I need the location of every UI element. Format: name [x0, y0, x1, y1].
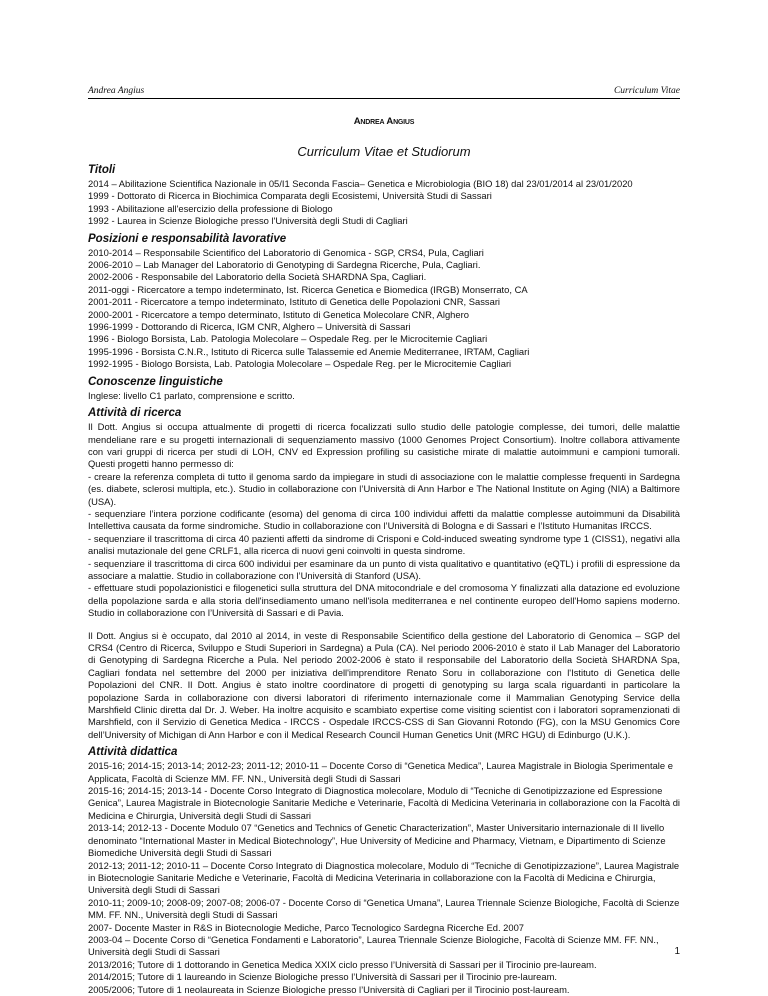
paragraph: Il Dott. Angius si è occupato, dal 2010 al 2014, in veste di Responsabile Scientifico della gestione del Laboratorio di Genomica – SGP del CRS4 (Centro di Ricerca, Sviluppo e Studi Superiori in Sardegna) a Pula (CA). Nel periodo 2006-2010 è stato il Lab Manager del Laboratorio di Genotyping di Sardegna Ricerche a Pula. Nel periodo 2002-2006 è stato il responsabile del Laboratorio della Società SHARDNA Spa, Cagliari fondata nel settembre del 2000 per iniziativa dell'imprenditore Renato Soru in collaborazione con l'Istituto di Genetica delle Popolazioni del CNR. Il Dott. Angius è stato inoltre coordinatore di progetti di genotyping su larga scala riguardanti in particolare la popolazione Sarda in collaborazione con diversi laboratori di riferimento internazionale come il Mammalian Genotyping Service della Marshfield Clinic diretta dal Dr. J. Weber. Ha inoltre acquisito e scambiato expertise come visiting scientist con i laboratori sopramenzionati di Marshfield, con il Servizio di Genetica Medica - IRCCS - Ospedale IRCCS-CSS di San Giovanni Rotondo (FG), con la MSU Genomics Core dell’University of Michigan di Ann Harbor e con il Medical Research Council Human Genetics Unit (MRC HGU) di Edinburgo (U.K.).: [88, 629, 680, 740]
section-didattica: [88, 746, 680, 996]
didattica-list: [88, 760, 680, 996]
paragraph: Il Dott. Angius si occupa attualmente di progetti di ricerca focalizzati sullo studio delle patologie complesse, dei tumori, delle malattie mendeliane rare e su progetti internazionali di sequenziamento massivo (1000 Genomes Project Consortium). Inoltre collabora attivamente con vari gruppi di ricerca per studi di LOH, CNV ed Expression profiling su casistiche mirate di malattie autoimmuni e campioni tumorali. Questi progetti hanno permesso di: - creare la referenza completa di tutto il genoma sardo da impiegare in studi di associazione con le malattie complesse frequenti in Sardegna (es. diabete, sclerosi multipla, etc.). Studio in collaborazione con l’Università di Ann Harbor e The National Institute on Aging (NIA) a Baltimore (USA). - sequenziare l’intera porzione codificante (esoma) del genoma di circa 100 individui affetti da malattie complesse autoimmuni da Disabilità Intellettiva causata da forme sindromiche. Studio in collaborazione con l’Università di Bologna e di Sassari e l’Istituto Humanitas IRCCS. - sequenziare il trascrittoma di circa 40 pazienti affetti da sindrome di Crisponi e Cold-induced sweating syndrome type 1 (CISS1), negativi alla analisi mutazionale del gene CRLF1, alla ricerca di nuovi geni coinvolti in questa sindrome. - sequenziare il trascrittoma di circa 600 individui per esaminare da un punto di vista qualitativo e quantitativo (eQTL) i profili di espressione da associare a malattie. Studio in collaborazione con l’Università di Stanford (USA). - effettuare studi popolazionistici e filogenetici sulla struttura del DNA mitocondriale e del cromosoma Y finalizzati alla datazione ed evoluzione della popolazione sarda e alla storia dell'insediamento umano nell'isola mediterranea e nel continente europeo dell'Homo sapiens moderno. Studio in collaborazione con l’Università di Sassari e di Pavia.: [88, 421, 680, 619]
list-item: 1995-1996 - Borsista C.N.R., Istituto di Ricerca sulle Talassemie ed Anemie Mediterranee, IRTAM, Cagliari: [88, 345, 530, 357]
list-item: 2000-2001 - Ricercatore a tempo determinato, Istituto di Genetica Molecolare CNR, Alghero: [88, 308, 469, 320]
list-item: 2013-14; 2012-13 - Docente Modulo 07 “Genetics and Technics of Genetic Characterization”, Master Universitario internazionale di II livello denominato “International Master in Medical Biotechnology”, Hue University of Medicine and Pharmacy, Vietnam, e Dipartimento di Scienze Biomediche Università degli Studi di Sassari: [88, 822, 666, 859]
section-posizioni: [88, 233, 680, 371]
list-item: 2011-oggi - Ricercatore a tempo indeterminato, Ist. Ricerca Genetica e Biomedica (IRGB) Monserrato, CA: [88, 283, 528, 295]
list-item: 2007- Docente Master in R&S in Biotecnologie Mediche, Parco Tecnologico Sardegna Ricerche Ed. 2007: [88, 921, 525, 933]
page-number: 1: [674, 946, 680, 957]
page-title: Curriculum Vitae et Studiorum: [297, 144, 471, 159]
list-item: 1993 - Abilitazione all'esercizio della professione di Biologo: [88, 202, 333, 214]
posizioni-list: [88, 247, 680, 371]
list-item: 1999 - Dottorato di Ricerca in Biochimica Comparata degli Ecosistemi, Università Studi di Sassari: [88, 190, 492, 202]
document-body: [88, 116, 680, 996]
list-item: Inglese: livello C1 parlato, comprensione e scritto.: [88, 389, 295, 401]
running-header: [88, 86, 680, 99]
lingue-list: [88, 390, 680, 402]
list-item: 2002-2006 - Responsabile del Laboratorio della Società SHARDNA Spa, Cagliari.: [88, 271, 427, 283]
list-item: 1992-1995 - Biologo Borsista, Lab. Patologia Molecolare – Ospedale Reg. per le Microcitemie Cagliari: [88, 358, 512, 370]
ricerca-paragraphs: [88, 421, 680, 741]
list-item: 2012-13; 2011-12; 2010-11 – Docente Corso Integrato di Diagnostica molecolare, Modulo di “Tecniche di Genotipizzazione”, Laurea Magistrale in Biotecnologie Sanitarie Mediche e Veterinarie, Facoltà di Medicina Veterinaria in collaborazione con la Facoltà di Medicina e Chirurgia, Università degli Studi di Sassari: [88, 859, 680, 896]
section-heading: Posizioni e responsabilità lavorative: [88, 232, 287, 245]
section-heading: Titoli: [88, 164, 116, 176]
section-titoli: [88, 164, 680, 228]
list-item: 1996 - Biologo Borsista, Lab. Patologia Molecolare – Ospedale Reg. per le Microcitemie Cagliari: [88, 333, 488, 345]
list-item: 2005/2006; Tutore di 1 neolaureata in Scienze Biologiche presso l’Università di Cagliari per il Tirocinio post-lauream.: [88, 983, 570, 995]
list-item: 2015-16; 2014-15; 2013-14; 2012-23; 2011-12; 2010-11 – Docente Corso di “Genetica Medica”, Laurea Magistrale in Biologia Sperimentale e Applicata, Facoltà di Scienze MM. FF. NN., Università degli Studi di Sassari: [88, 760, 673, 784]
list-item: 2015-16; 2014-15; 2013-14 - Docente Corso Integrato di Diagnostica molecolare, Modulo di “Tecniche di Genotipizzazione ed Espressione Genica”, Laurea Magistrale in Biotecnologie Sanitarie Mediche e Veterinarie, Facoltà di Medicina Veterinaria in collaborazione con la Facoltà di Medicina e Chirurgia, Università degli Studi di Sassari: [88, 785, 680, 821]
titoli-list: [88, 178, 680, 228]
list-item: 2001-2011 - Ricercatore a tempo indeterminato, Istituto di Genetica delle Popolazioni CNR, Sassari: [88, 296, 501, 308]
section-heading: Attività di ricerca: [88, 407, 182, 420]
section-heading: Conoscenze linguistiche: [88, 375, 223, 388]
section-heading: Attività didattica: [88, 746, 178, 759]
list-item: 2013/2016; Tutore di 1 dottorando in Genetica Medica XXIX ciclo presso l’Università di Sassari per il Tirocinio pre-lauream.: [88, 958, 597, 970]
section-ricerca: [88, 407, 680, 741]
header-doc-type: Curriculum Vitae: [613, 86, 680, 96]
list-item: 2014/2015; Tutore di 1 laureando in Scienze Biologiche presso l’Università di Sassari per il Tirocinio pre-lauream.: [88, 971, 558, 983]
list-item: 2010-11; 2009-10; 2008-09; 2007-08; 2006-07 - Docente Corso di “Genetica Umana”, Laurea Triennale Scienze Biologiche, Facoltà di Scienze MM. FF. NN., Università degli Studi di Sassari: [88, 896, 680, 921]
list-item: 2014 – Abilitazione Scientifica Nazionale in 05/I1 Seconda Fascia– Genetica e Microbiologia (BIO 18) dal 23/01/2014 al 23/01/2020: [88, 178, 633, 189]
list-item: 2003-04 – Docente Corso di “Genetica Fondamenti e Laboratorio”, Laurea Triennale Scienze Biologiche, Facoltà di Scienze MM. FF. NN., Università degli Studi di Sassari: [88, 933, 659, 958]
section-lingue: [88, 376, 680, 402]
list-item: 2006-2010 – Lab Manager del Laboratorio di Genotyping di Sardegna Ricerche, Pula, Cagliari.: [88, 259, 481, 271]
header-author: Andrea Angius: [88, 86, 145, 96]
list-item: 1996-1999 - Dottorando di Ricerca, IGM CNR, Alghero – Università di Sassari: [88, 321, 411, 333]
list-item: 1992 - Laurea in Scienze Biologiche presso l'Università degli Studi di Cagliari: [88, 215, 408, 227]
author-name: Andrea Angius: [353, 116, 415, 127]
list-item: 2010-2014 – Responsabile Scientifico del Laboratorio di Genomica - SGP, CRS4, Pula, Cagliari: [88, 246, 484, 258]
